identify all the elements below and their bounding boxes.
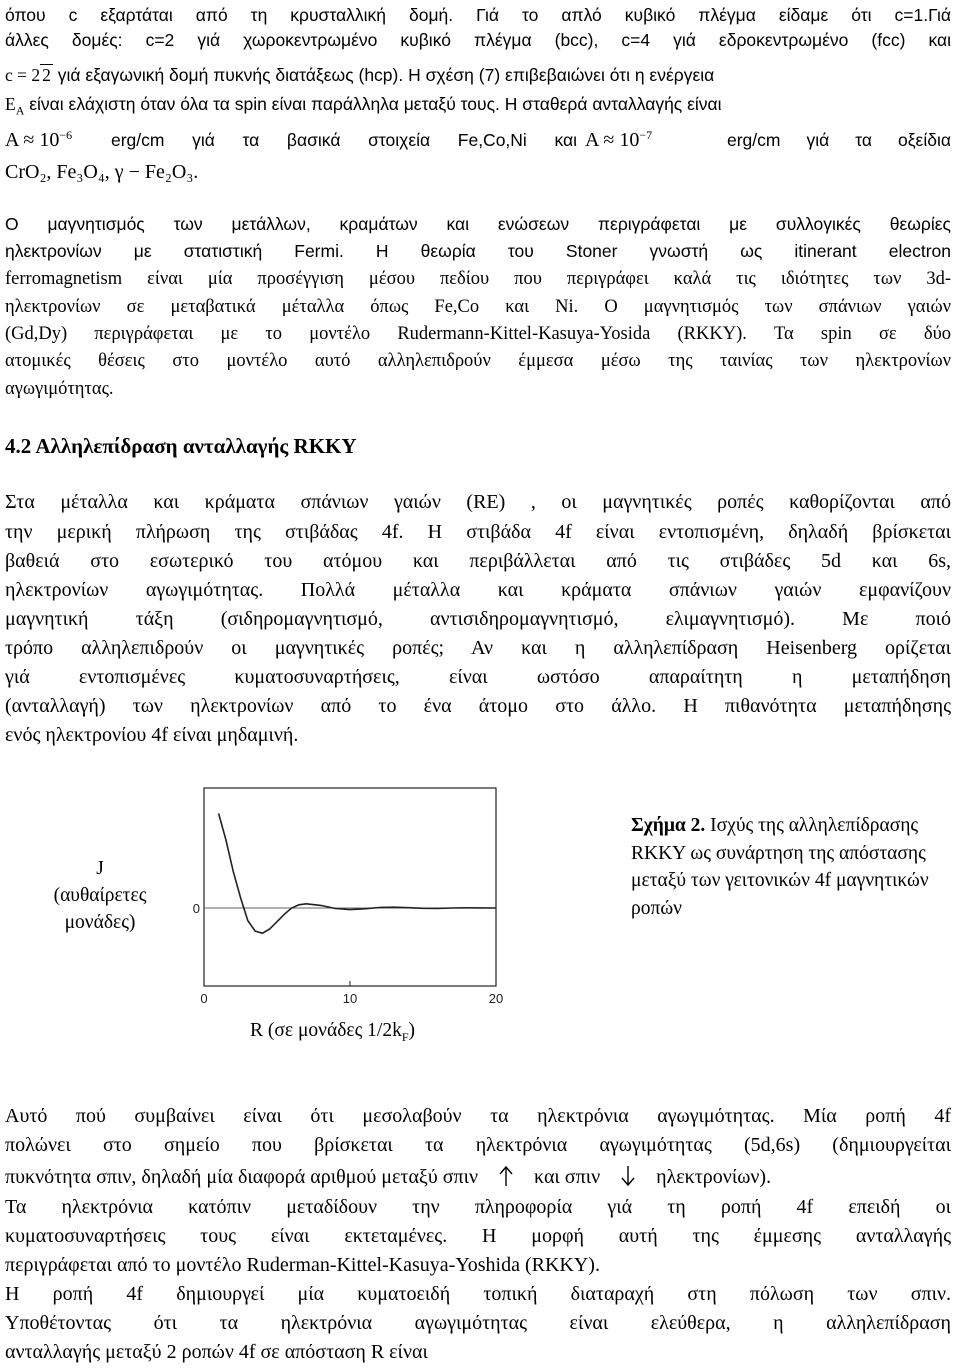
figure-x-label-end: ) [408,1020,416,1041]
para4-line-2: πολώνει στο σημείο που βρίσκεται τα ηλεκτρόνια αγωγιμότητας (5d,6s) (δημιουργείται [5,1134,951,1156]
para4-line-8: Υποθέτοντας ότι τα ηλεκτρόνια αγωγιμότητας είναι ελεύθερα, η αλληλεπίδραση [5,1312,951,1334]
para4-line-3-b: και σπιν [534,1166,601,1188]
para3-line-9: ενός ηλεκτρονίου 4f είναι μηδαμινή. [5,724,299,746]
intro-line-5 [5,127,951,153]
intro-line-4-text: είναι ελάχιστη όταν όλα τα spin είναι παράλληλα μεταξύ τους. Η σταθερά ανταλλαγής είναι [24,94,722,114]
para3-line-5: μαγνητική τάξη (σιδηρομαγνητισμό, αντισιδηρομαγνητισμό, ελιμαγνητισμό). Με ποιό [5,608,951,630]
x-tick-label-10: 10 [342,991,358,1006]
para4-line-3-c: ηλεκτρονίων). [656,1166,772,1188]
math-e: E [5,94,16,114]
math-a-approx-1: A ≈ 10 [5,129,60,151]
intro-line-6-formula: CrO₂, Fe₃O₄, γ − Fe₂O₃. [5,161,199,183]
section-heading: 4.2 Αλληλεπίδραση ανταλλαγής RKKY [5,434,357,458]
para2-line-1: Ο μαγνητισμός των μετάλλων, κραμάτων και ενώσεων περιγράφεται με συλλογικές θεωρίες [5,214,951,234]
para4-line-1: Αυτό πού συμβαίνει είναι ότι μεσολαβούν τα ηλεκτρόνια αγωγιμότητας. Μία ροπή 4f [5,1105,951,1127]
para3-line-7: γιά εντοπισμένες κυματοσυναρτήσεις, είναι ωστόσο απαραίτητη η μεταπήδηση [5,666,951,688]
para2-line-3: ferromagnetism είναι μία προσέγγιση μέσου πεδίου που περιγράφει καλά τις ιδιότητες των 3d- [5,269,951,289]
para4-line-4: Τα ηλεκτρόνια κατόπιν μεταδίδουν την πληροφορία γιά τη ροπή 4f επειδή οι [5,1196,952,1218]
math-exp-1: −6 [59,128,73,143]
caption-label: Σχήμα 2. [631,815,706,836]
para3-line-4: ηλεκτρονίων αγωγιμότητας. Πολλά μέταλλα και κράματα σπάνιων γαιών εμφανίζουν [5,579,951,601]
figure-y-label [25,855,175,936]
figure-y-label-line-3: μονάδες) [64,912,136,933]
arrow-up-icon [495,1165,517,1187]
para2-line-5: (Gd,Dy) περιγράφεται με το μοντέλο Rudermann-Kittel-Kasuya-Yosida (RKKY). Τα spin σε δύο [5,324,951,344]
x-ticks [200,981,503,1006]
intro-line-5-a2 [585,127,652,153]
para4-line-5: κυματοσυναρτήσεις τους είναι εκτεταμένες. Η μορφή αυτή της έμμεσης ανταλλαγής [5,1225,951,1247]
para2-line-7: αγωγιμότητας. [5,379,114,399]
para3-line-1: Στα μέταλλα και κράματα σπάνιων γαιών (RE) , οι μαγνητικές ροπές καθορίζονται από [5,491,951,513]
math-c-equals: c = 2 [5,65,41,85]
figure-caption [631,812,960,922]
x-tick-label-20: 20 [488,991,504,1006]
para2-line-6: ατομικές θέσεις στο μοντέλο αυτό αλληλεπιδρούν έμμεσα μέσω της ταινίας των ηλεκτρονίων [5,351,951,371]
math-exp-2: −7 [639,128,653,143]
para4-line-6: περιγράφεται από το μοντέλο Ruderman-Kittel-Kasuya-Yoshida (RKKY). [5,1254,600,1276]
para4-line-9: ανταλλαγής μεταξύ 2 ροπών 4f σε απόσταση R είναι [5,1341,428,1363]
para4-line-3-a: πυκνότητα σπιν, δηλαδή μία διαφορά αριθμού μεταξύ σπιν [5,1166,479,1188]
x-tick-label-0: 0 [200,991,208,1006]
caption-text: Ισχύς της αλληλεπίδρασης RKKY ως συνάρτηση της απόστασης μεταξύ των γειτονικών 4f μαγνητικών ροπών [631,815,929,919]
math-e-sub-a: A [15,103,25,118]
intro-line-3-text: γιά εξαγωνική δομή πυκνής διατάξεως (hcp). Η σχέση (7) επιβεβαιώνει ότι η ενέργεια [52,65,715,85]
plot-frame [204,788,496,986]
para2-line-2: ηλεκτρονίων με στατιστική Fermi. Η θεωρία του Stoner γνωστή ως itinerant electron [5,241,951,261]
intro-line-2: άλλες δομές: c=2 γιά χωροκεντρωμένο κυβικό πλέγμα (bcc), c=4 γιά εδροκεντρωμένο (fcc) και [5,30,951,50]
para3-line-2: την μερική πλήρωση της στιβάδας 4f. Η στιβάδα 4f είναι εντοπισμένη, δηλαδή βρίσκεται [5,521,951,543]
para4-line-7: Η ροπή 4f δημιουργεί μία κυματοειδή τοπική διαταραχή στη πόλωση των σπιν. [5,1283,951,1305]
figure-x-label [250,1020,415,1042]
figure-x-label-sub: F [401,1029,409,1044]
intro-line-1: όπου c εξαρτάται από τη κρυσταλλική δομή. Γιά το απλό κυβικό πλέγμα είδαμε ότι c=1.Γιά [5,5,951,25]
figure-y-label-line-1: J [96,858,104,879]
arrow-down-icon [617,1165,639,1187]
y-tick-0: 0 [192,901,200,916]
para4-line-3 [5,1163,951,1191]
para3-line-3: βαθειά στο εσωτερικό του ατόμου και περιβάλλεται από τις στιβάδες 5d και 6s, [5,550,951,572]
rkky-curve-series [219,814,496,934]
para2-line-4: ηλεκτρονίων σε μεταβατικά μέταλλα όπως Fe,Co και Ni. Ο μαγνητισμός των σπάνιων γαιών [5,297,951,317]
math-sqrt-2: 2 [42,65,51,85]
intro-line-5-end: erg/cm γιά τα οξείδια [727,130,951,150]
intro-line-4 [5,91,951,117]
intro-line-5-mid: erg/cm γιά τα βασικά στοιχεία Fe,Co,Ni και [111,130,577,150]
intro-line-3 [5,62,951,88]
para3-line-6: τρόπο αλληλεπιδρούν οι μαγνητικές ροπές; Αν και η αλληλεπίδραση Heisenberg ορίζεται [5,637,951,659]
para3-line-8: (ανταλλαγή) των ηλεκτρονίων από το ένα άτομο στο άλλο. Η πιθανότητα μεταπήδησης [5,695,951,717]
rkky-chart [180,780,520,1015]
figure-x-label-main: R (σε μονάδες 1/2k [250,1020,402,1041]
math-a-approx-2: A ≈ 10 [585,129,640,151]
figure-y-label-line-2: (αυθαίρετες [53,885,147,906]
